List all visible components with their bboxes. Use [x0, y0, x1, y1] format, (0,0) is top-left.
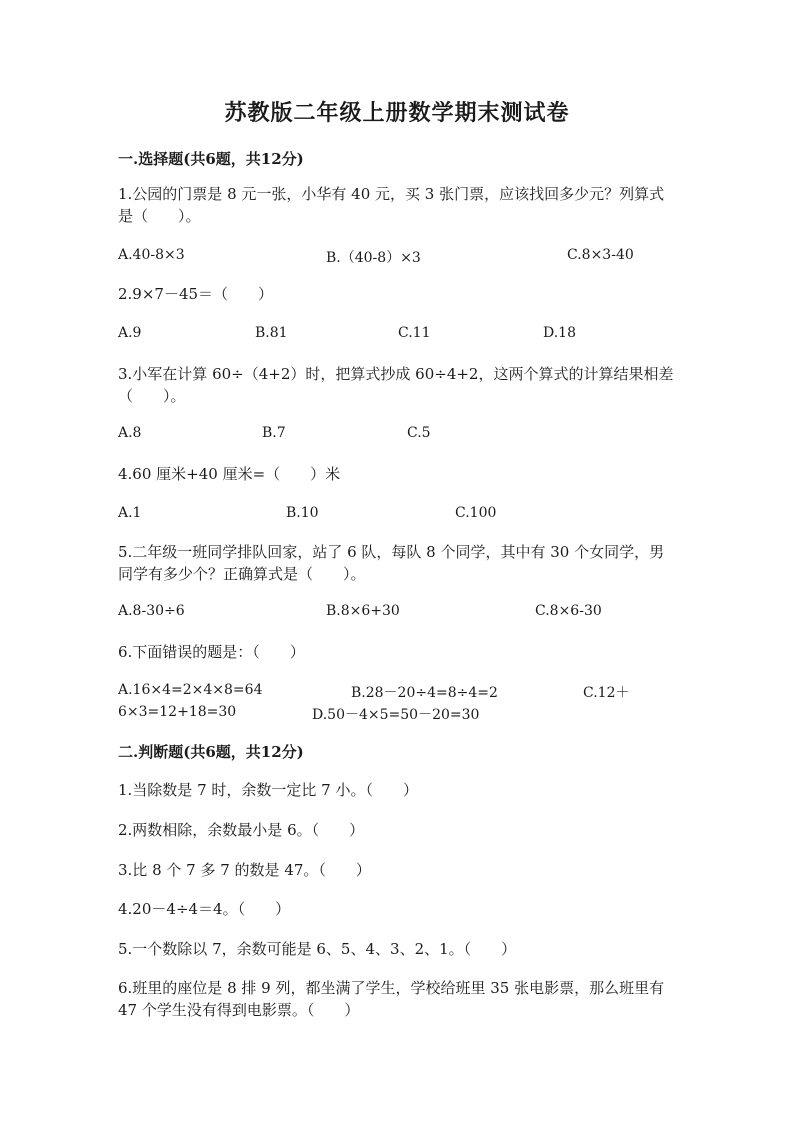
question-1: 1.公园的门票是 8 元一张，小华有 40 元，买 3 张门票，应该找回多少元？列算式是（ ）。	[118, 185, 665, 225]
judge-question-6: 6.班里的座位是 8 排 9 列，都坐满了学生，学校给班里 35 张电影票，那么班里有 47 个学生没有得到电影票。（ ）	[118, 979, 665, 1019]
option-6a: A.16×4=2×4×8=64	[118, 682, 263, 698]
option-5b: B.8×6+30	[326, 603, 400, 619]
judge-question-5: 5.一个数除以 7，余数可能是 6、5、4、3、2、1。（ ）	[118, 940, 517, 958]
section-heading-choice: 一.选择题(共6题，共12分)	[118, 150, 304, 168]
option-2c: C.11	[398, 325, 431, 341]
option-3a: A.8	[118, 425, 142, 441]
question-3: 3.小军在计算 60÷（4+2）时，把算式抄成 60÷4+2，这两个算式的计算结果相差 （ ）。	[118, 365, 674, 405]
judge-question-3: 3.比 8 个 7 多 7 的数是 47。（ ）	[118, 861, 371, 879]
page-title: 苏教版二年级上册数学期末测试卷	[224, 100, 570, 126]
question-4: 4.60 厘米+40 厘米=（ ）米	[118, 465, 341, 483]
option-6c-end: 6×3=12+18=30	[118, 704, 237, 720]
option-4a: A.1	[118, 505, 142, 521]
option-3c: C.5	[407, 425, 431, 441]
judge-question-2: 2.两数相除，余数最小是 6。（ ）	[118, 821, 365, 839]
option-5c: C.8×6-30	[535, 603, 602, 619]
option-1b: B.（40-8）×3	[326, 250, 421, 266]
option-2d: D.18	[543, 325, 576, 341]
judge-question-1: 1.当除数是 7 时，余数一定比 7 小。（ ）	[118, 781, 418, 799]
option-2a: A.9	[118, 325, 142, 341]
question-5: 5.二年级一班同学排队回家，站了 6 队，每队 8 个同学，其中有 30 个女同学，男同学有多少个？正确算式是（ ）。	[118, 543, 665, 583]
option-6d: D.50－4×5=50－20=30	[312, 707, 480, 723]
option-5a: A.8-30÷6	[118, 603, 185, 619]
question-6: 6.下面错误的题是：（ ）	[118, 643, 305, 661]
option-1c: C.8×3-40	[567, 247, 634, 263]
option-6c-start: C.12＋	[583, 685, 630, 701]
section-heading-judgement: 二.判断题(共6题，共12分)	[118, 743, 304, 761]
option-1a: A.40-8×3	[118, 247, 185, 263]
option-2b: B.81	[255, 325, 288, 341]
option-4c: C.100	[455, 505, 497, 521]
judge-question-4: 4.20－4÷4＝4。（ ）	[118, 900, 291, 918]
option-4b: B.10	[286, 505, 319, 521]
option-6b: B.28－20÷4=8÷4=2	[351, 685, 498, 701]
question-2: 2.9×7－45＝（ ）	[118, 285, 274, 303]
option-3b: B.7	[262, 425, 286, 441]
